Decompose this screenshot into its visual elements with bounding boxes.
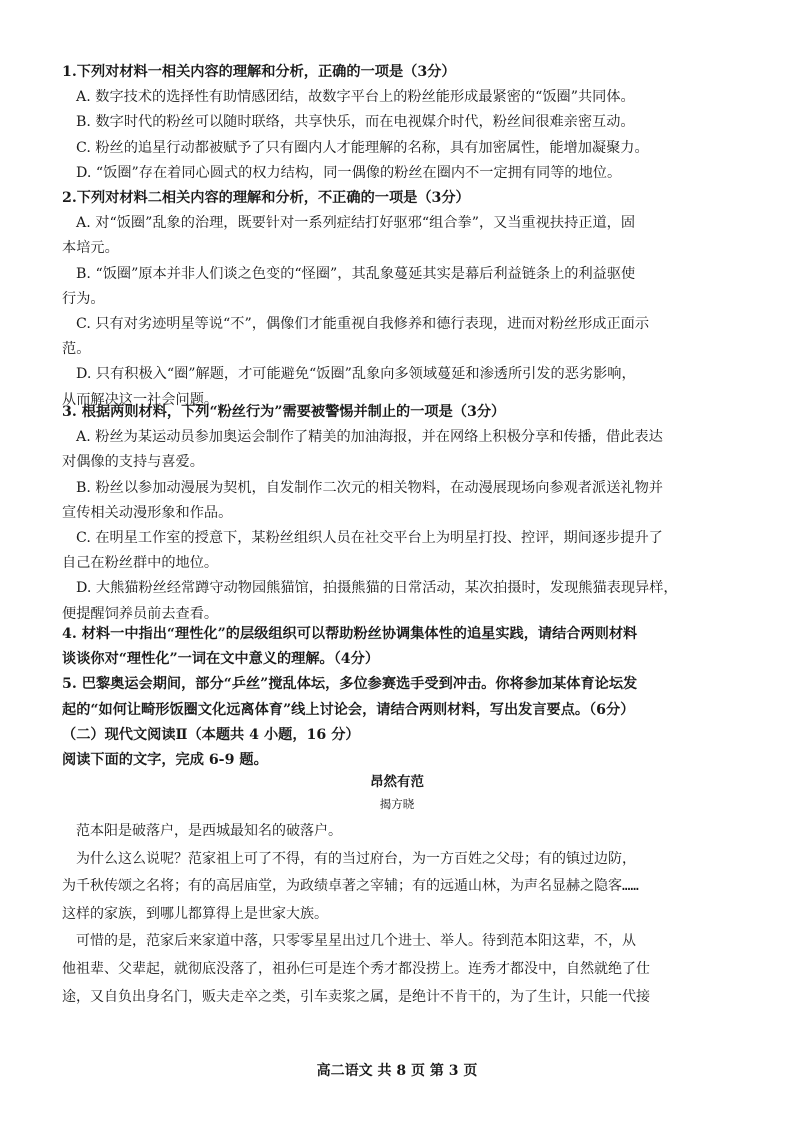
question-2 [62,186,722,413]
question-2-option-d-cont: 从而解决这一社会问题。 [62,391,219,408]
question-2-option-c: C. 只有对劣迹明星等说“不”，偶像们才能重视自我修养和德行表现，进而对粉丝形成正面示 [76,315,650,332]
question-1-option-a: A. 数字技术的选择性有助情感团结，故数字平台上的粉丝能形成最紧密的“饭圈”共同体。 [76,89,635,106]
question-2-option-a-cont: 本培元。 [62,240,119,257]
story-body [62,818,722,1011]
question-1-option-b: B. 数字时代的粉丝可以随时联络，共享快乐，而在电视媒介时代，粉丝间很难亲密互动。 [76,114,635,131]
question-3-stem: 3. 根据两则材料，下列“粉丝行为”需要被警惕并制止的一项是（3分） [62,404,506,420]
story-line: 途，又自负出身名门，贩夫走卒之类，引车卖浆之属，是绝计不肯干的，为了生计，只能一代接 [62,988,650,1005]
question-1-stem: 1.下列对材料一相关内容的理解和分析，正确的一项是（3分） [62,64,456,80]
question-4-line-1: 4. 材料一中指出“理性化”的层级组织可以帮助粉丝协调集体性的追星实践，请结合两则材料 [62,626,638,642]
question-1-option-c: C. 粉丝的追星行动都被赋予了只有圈内人才能理解的名称，具有加密属性，能增加凝聚力。 [76,139,649,156]
question-3-option-d: D. 大熊猫粉丝经常蹲守动物园熊猫馆，拍摄熊猫的日常活动，某次拍摄时，发现熊猫表现异样， [76,580,678,597]
story-line: 这样的家族，到哪儿都算得上是世家大族。 [62,905,328,922]
question-5-line-1: 5. 巴黎奥运会期间，部分“乒丝”搅乱体坛，多位参赛选手受到冲击。你将参加某体育论坛发 [62,676,638,693]
question-3-option-c-cont: 自己在粉丝群中的地位。 [62,555,219,572]
question-4-line-2: 谈谈你对“理性化”一词在文中意义的理解。（4分） [62,651,380,668]
question-5-line-2: 起的“如何让畸形饭圈文化远离体育”线上讨论会，请结合两则材料，写出发言要点。（6分） [62,701,635,718]
question-3-option-b-cont: 宣传相关动漫形象和作品。 [62,504,233,521]
question-1-option-d: D. “饭圈”存在着同心圆式的权力结构，同一偶像的粉丝在圈内不一定拥有同等的地位。 [76,164,622,181]
story-line: 可惜的是，范家后来家道中落，只零零星星出过几个进士、举人。待到范本阳这辈，不，从 [76,933,636,950]
page-footer: 高二语文 共 8 页 第 3 页 [316,1063,478,1079]
question-3 [62,400,722,627]
story-line: 为什么这么说呢？范家祖上可了不得，有的当过府台，为一方百姓之父母；有的镇过边防， [76,850,636,867]
question-2-stem: 2.下列对材料二相关内容的理解和分析，不正确的一项是（3分） [62,190,470,206]
section-heading: （二）现代文阅读Ⅱ（本题共 4 小题，16 分） [62,726,360,743]
story-title: 昂然有范 [370,774,424,790]
question-2-option-c-cont: 范。 [62,341,91,358]
story-line: 为千秋传颂之名将；有的高居庙堂，为政绩卓著之宰辅；有的远遁山林，为声名显赫之隐客…… [62,878,639,895]
question-3-option-a: A. 粉丝为某运动员参加奥运会制作了精美的加油海报，并在网络上积极分享和传播，借此表达 [76,429,663,446]
questions-4-5-section [62,622,722,773]
story-author: 揭方晓 [379,797,415,811]
question-2-option-a: A. 对“饭圈”乱象的治理，既要针对一系列症结打好驱邪“组合拳”，又当重视扶持正道，固 [76,215,636,232]
story-line: 他祖辈、父辈起，就彻底没落了，祖孙仨可是连个秀才都没捞上。连秀才都没中，自然就绝了仕 [62,960,650,977]
question-3-option-b: B. 粉丝以参加动漫展为契机，自发制作二次元的相关物料，在动漫展现场向参观者派送礼物并 [76,479,663,496]
story-line: 范本阳是破落户，是西城最知名的破落户。 [76,823,342,839]
question-2-option-b: B. “饭圈”原本并非人们谈之色变的“怪圈”，其乱象蔓延其实是幕后利益链条上的利益驱使 [76,265,636,282]
question-3-option-c: C. 在明星工作室的授意下，某粉丝组织人员在社交平台上为明星打投、控评，期间逐步提升了 [76,529,663,546]
reading-instruction: 阅读下面的文字，完成 6-9 题。 [62,751,268,768]
question-1 [62,60,722,186]
question-3-option-a-cont: 对偶像的支持与喜爱。 [62,454,204,471]
question-3-option-d-cont: 便提醒饲养员前去查看。 [62,605,219,622]
question-2-option-b-cont: 行为。 [62,290,105,307]
question-2-option-d: D. 只有积极入“圈”解题，才可能避免“饭圈”乱象向多领域蔓延和渗透所引发的恶劣影响， [76,366,636,383]
